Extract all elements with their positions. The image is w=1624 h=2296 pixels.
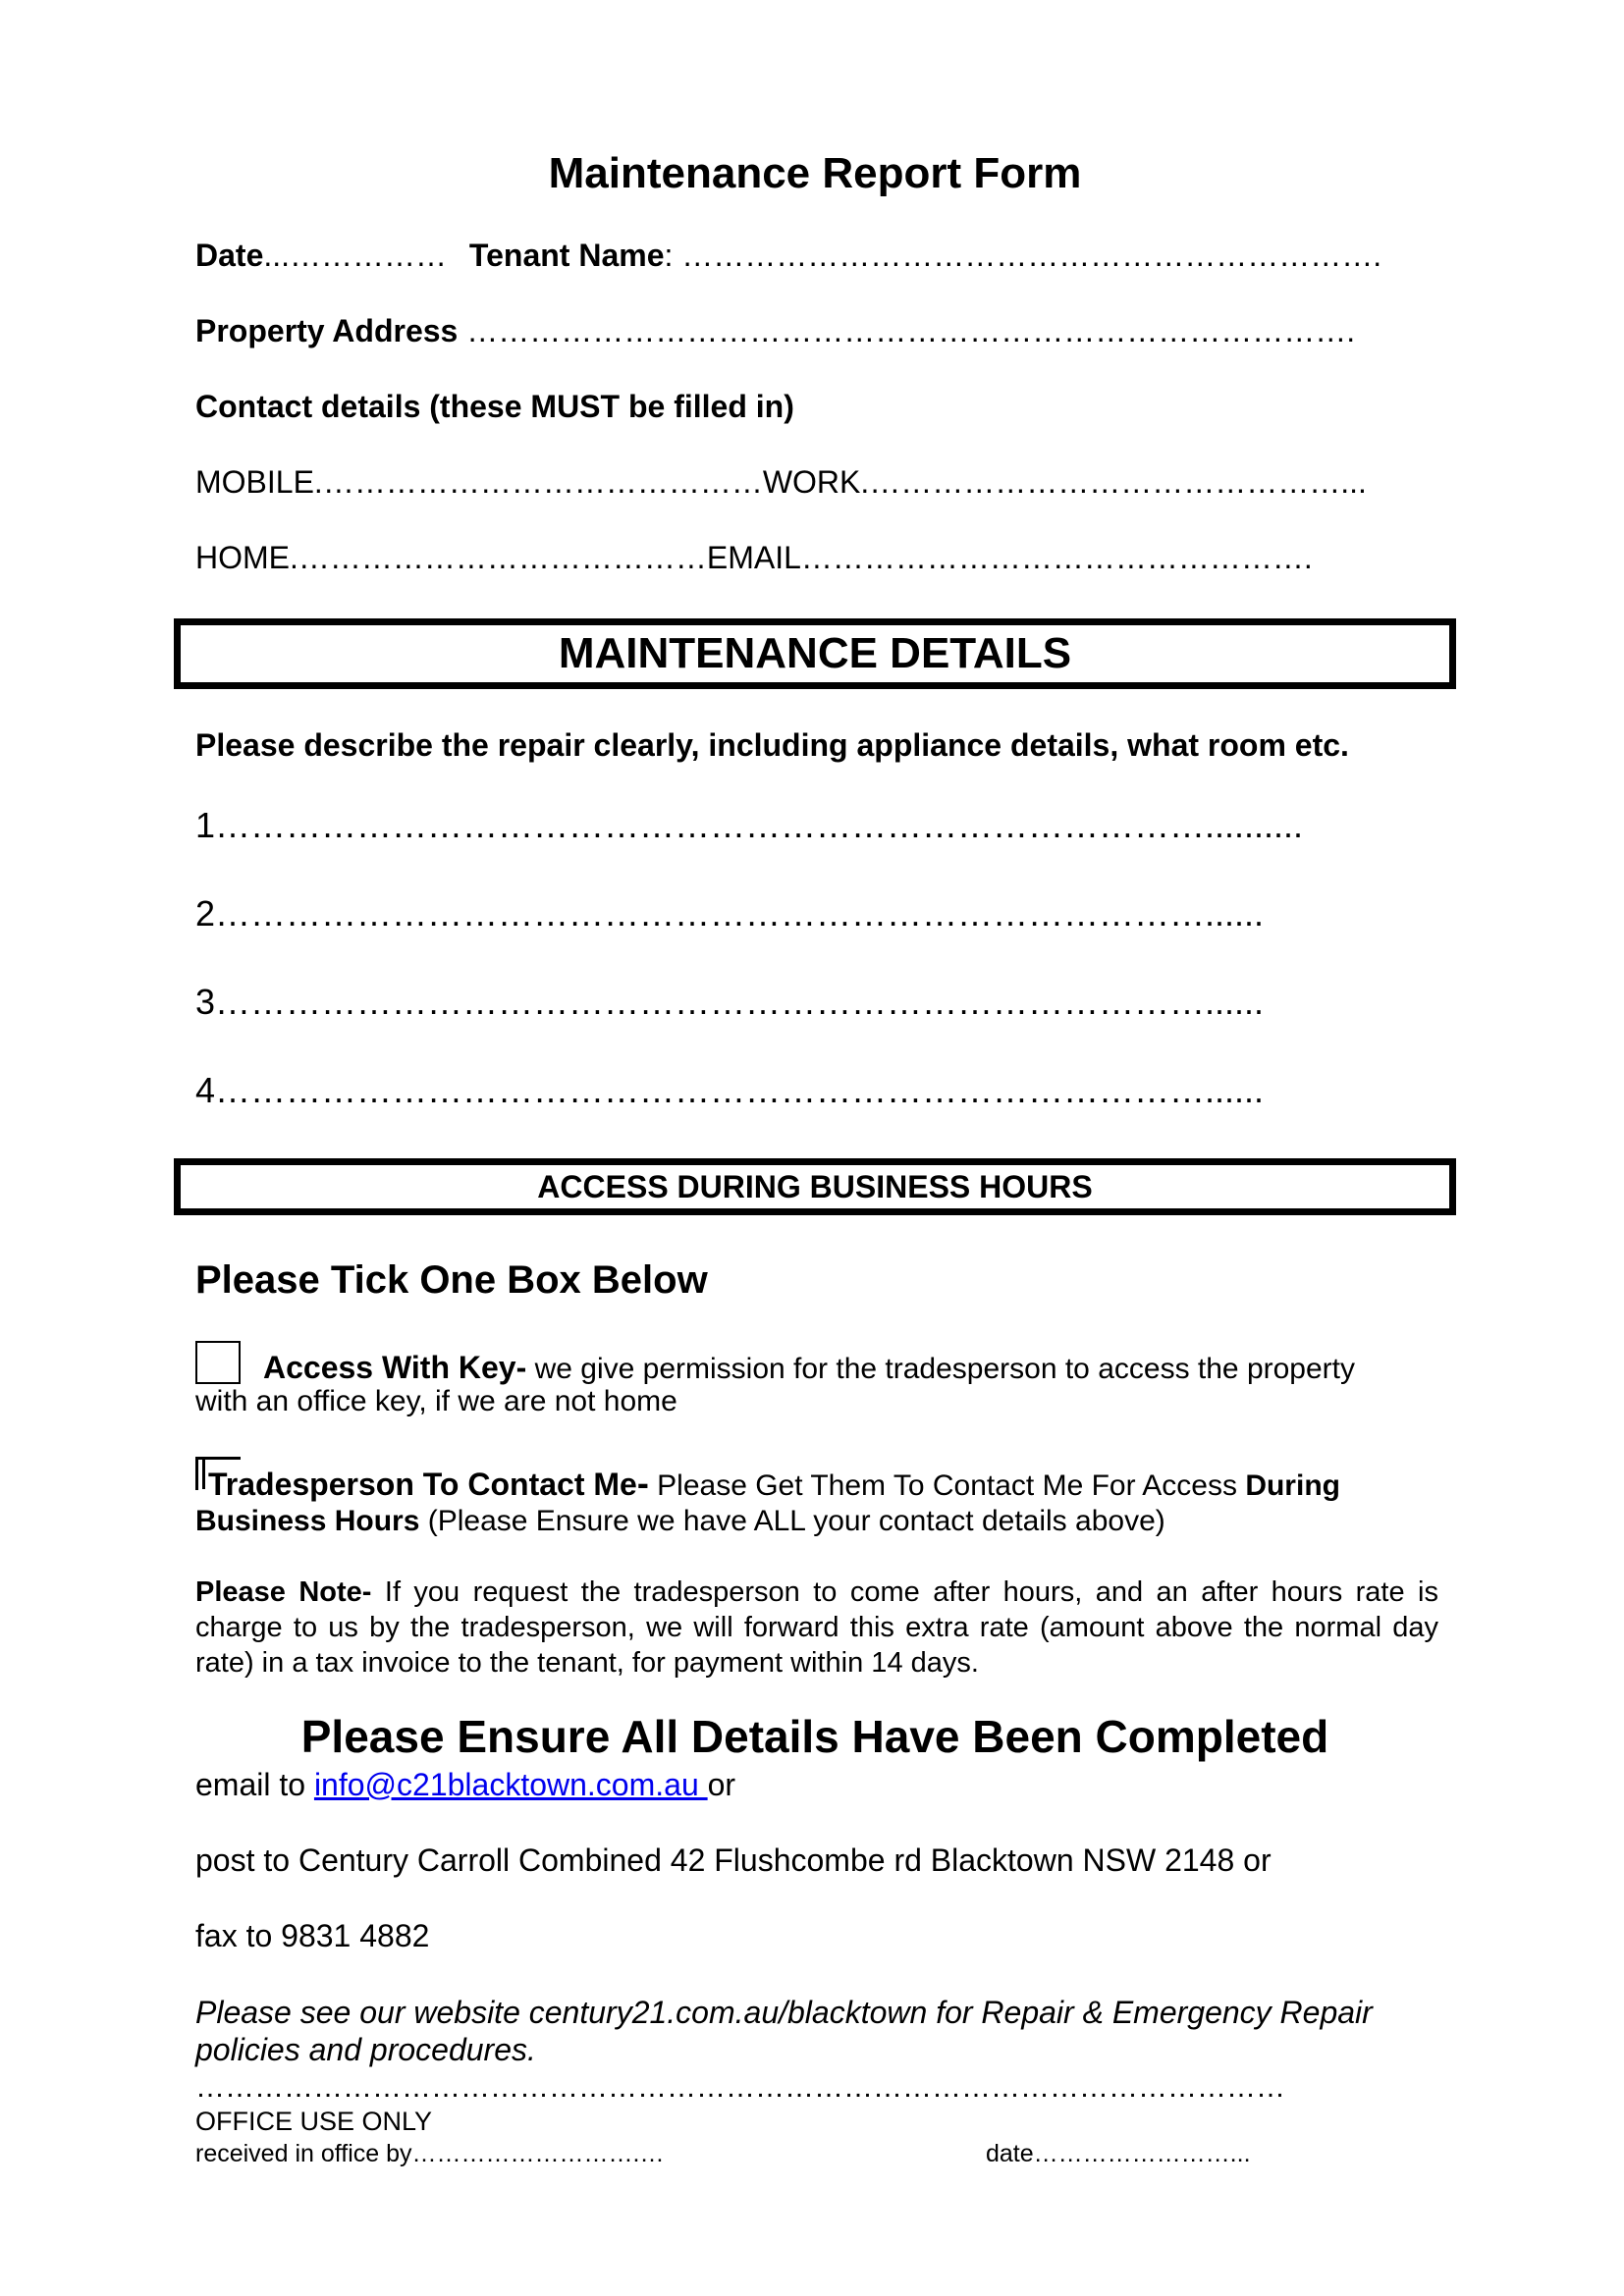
contact-details-heading: Contact details (these MUST be filled in) (195, 389, 794, 424)
email-prefix: email to (195, 1767, 314, 1802)
fax-line: fax to 9831 4882 (195, 1918, 430, 1953)
repair-line-field[interactable]: …………………………………………………………………………...... (215, 893, 1265, 934)
tradesperson-contact-dash: - (636, 1463, 649, 1503)
repair-line-number: 4 (195, 1070, 216, 1110)
repair-line-number: 1 (195, 805, 216, 845)
tradesperson-contact-option (208, 1465, 1438, 1505)
repair-line-3[interactable] (195, 982, 1264, 1023)
repair-line-field[interactable]: …………………………………………………………………………...... (215, 982, 1265, 1022)
tenant-name-label: Tenant Name (468, 238, 665, 273)
repair-line-number: 3 (195, 982, 216, 1022)
date-tenant-row (195, 238, 1381, 274)
property-address-label: Property Address (195, 313, 459, 348)
access-with-key-checkbox[interactable] (195, 1341, 241, 1384)
website-note: Please see our website century21.com.au/blacktown for Repair & Emergency Repair policies and procedures. (195, 1995, 1373, 2067)
tradesperson-contact-label: Tradesperson To Contact Me (208, 1467, 637, 1502)
received-field[interactable]: ……………………….… (411, 2140, 665, 2167)
tick-heading: Please Tick One Box Below (195, 1258, 708, 1302)
access-with-key-option (263, 1350, 1355, 1386)
business-hours-text: (Please Ensure we have ALL your contact details above) (419, 1505, 1165, 1537)
repair-line-1[interactable] (195, 805, 1303, 846)
work-field[interactable]: ………………………………………... (869, 464, 1367, 500)
home-label: HOME. (195, 540, 298, 575)
office-date-row (986, 2140, 1251, 2168)
tenant-name-field[interactable]: : …………………………………………………………. (664, 238, 1382, 273)
property-address-row (195, 313, 1355, 349)
mobile-work-row (195, 464, 1367, 501)
email-suffix: or (707, 1767, 736, 1802)
during-label: During (1245, 1469, 1340, 1502)
repair-line-field[interactable]: ………………………………………………………………………….......... (215, 805, 1304, 845)
email-link[interactable]: info@c21blacktown.com.au (313, 1767, 708, 1802)
email-label: EMAIL (706, 540, 801, 575)
access-heading: ACCESS DURING BUSINESS HOURS (537, 1169, 1093, 1204)
repair-line-2[interactable] (195, 893, 1264, 934)
repair-line-4[interactable] (195, 1070, 1264, 1111)
home-field[interactable]: ………………………………… (298, 540, 707, 575)
date-field[interactable]: ...…………… (263, 238, 448, 273)
property-address-field[interactable]: …………………………………………………………………………. (458, 313, 1356, 348)
note-label: Please Note- (195, 1576, 372, 1608)
received-label: received in office by (195, 2140, 412, 2167)
work-label: WORK. (762, 464, 870, 500)
maintenance-details-heading: MAINTENANCE DETAILS (558, 629, 1072, 677)
repair-line-field[interactable]: …………………………………………………………………………...... (215, 1070, 1265, 1110)
office-date-label: date (986, 2140, 1034, 2167)
office-use-divider: ………………………………………………………………………………………………… (195, 2071, 1285, 2104)
repair-line-number: 2 (195, 893, 216, 934)
note-text: If you request the tradesperson to come after hours, and an after hours rate is charge to us by the tradesperson, we will forward this extra rate (amount above the normal day rate) in a tax invoice to the tenant, for payment within 14 days. (195, 1576, 1438, 1679)
received-in-office-row (195, 2140, 664, 2168)
mobile-label: MOBILE. (195, 464, 323, 500)
access-banner (174, 1158, 1456, 1215)
mobile-field[interactable]: …………………………………… (322, 464, 763, 500)
access-with-key-label: Access With Key- (263, 1350, 527, 1385)
post-line: post to Century Carroll Combined 42 Flushcombe rd Blacktown NSW 2148 or (195, 1842, 1272, 1878)
office-date-field[interactable]: ……………………... (1033, 2140, 1251, 2167)
date-label: Date (195, 238, 264, 273)
tradesperson-contact-text: Please Get Them To Contact Me For Access (648, 1469, 1246, 1502)
repair-instruction: Please describe the repair clearly, including appliance details, what room etc. (195, 727, 1349, 763)
email-line (195, 1767, 735, 1803)
email-field[interactable]: …………………………………………. (800, 540, 1313, 575)
after-hours-note (195, 1575, 1438, 1681)
completion-heading: Please Ensure All Details Have Been Completed (300, 1711, 1329, 1762)
business-hours-label: Business Hours (195, 1505, 420, 1537)
home-email-row (195, 540, 1313, 576)
access-with-key-text-cont: with an office key, if we are not home (195, 1385, 677, 1417)
form-title: Maintenance Report Form (548, 149, 1082, 197)
maintenance-details-banner (174, 618, 1456, 689)
access-with-key-text: we give permission for the tradesperson to access the property (526, 1353, 1355, 1385)
office-use-label: OFFICE USE ONLY (195, 2107, 433, 2136)
tradesperson-contact-cont (195, 1505, 1165, 1538)
